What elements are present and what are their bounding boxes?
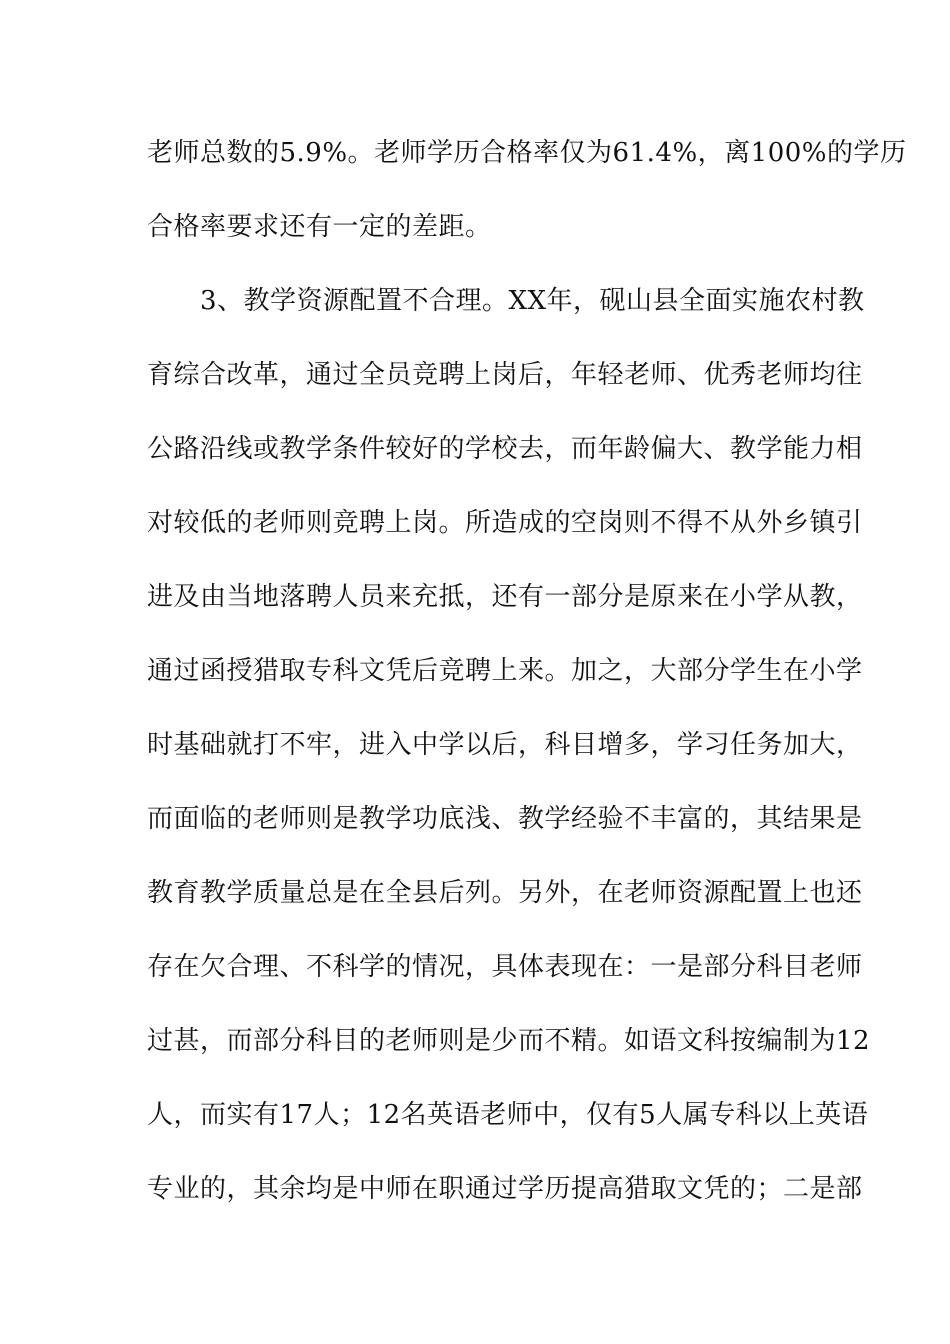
text-line: 育综合改革，通过全员竞聘上岗后，年轻老师、优秀老师均往 [147, 360, 863, 390]
text-line: 老师总数的5.9%。老师学历合格率仅为61.4%，离100%的学历 [147, 138, 907, 168]
text-line: 过甚，而部分科目的老师则是少而不精。如语文科按编制为12 [147, 1026, 871, 1056]
text-line: 教育教学质量总是在全县后列。另外，在老师资源配置上也还 [147, 878, 863, 908]
text-line: 合格率要求还有一定的差距。 [147, 212, 492, 242]
text-line: 通过函授猎取专科文凭后竞聘上来。加之，大部分学生在小学 [147, 656, 863, 686]
text-line: 存在欠合理、不科学的情况，具体表现在：一是部分科目老师 [147, 952, 863, 982]
text-line: 而面临的老师则是教学功底浅、教学经验不丰富的，其结果是 [147, 804, 863, 834]
text-line: 时基础就打不牢，进入中学以后，科目增多，学习任务加大， [147, 730, 863, 760]
text-line: 进及由当地落聘人员来充抵，还有一部分是原来在小学从教， [147, 582, 863, 612]
text-line: 公路沿线或教学条件较好的学校去，而年龄偏大、教学能力相 [147, 434, 863, 464]
text-line: 专业的，其余均是中师在职通过学历提高猎取文凭的；二是部 [147, 1174, 863, 1204]
text-line: 人，而实有17人；12名英语老师中，仅有5人属专科以上英语 [147, 1100, 869, 1130]
text-line: 对较低的老师则竞聘上岗。所造成的空岗则不得不从外乡镇引 [147, 508, 863, 538]
paragraph-start-line: 3、教学资源配置不合理。XX年，砚山县全面实施农村教 [200, 286, 865, 316]
